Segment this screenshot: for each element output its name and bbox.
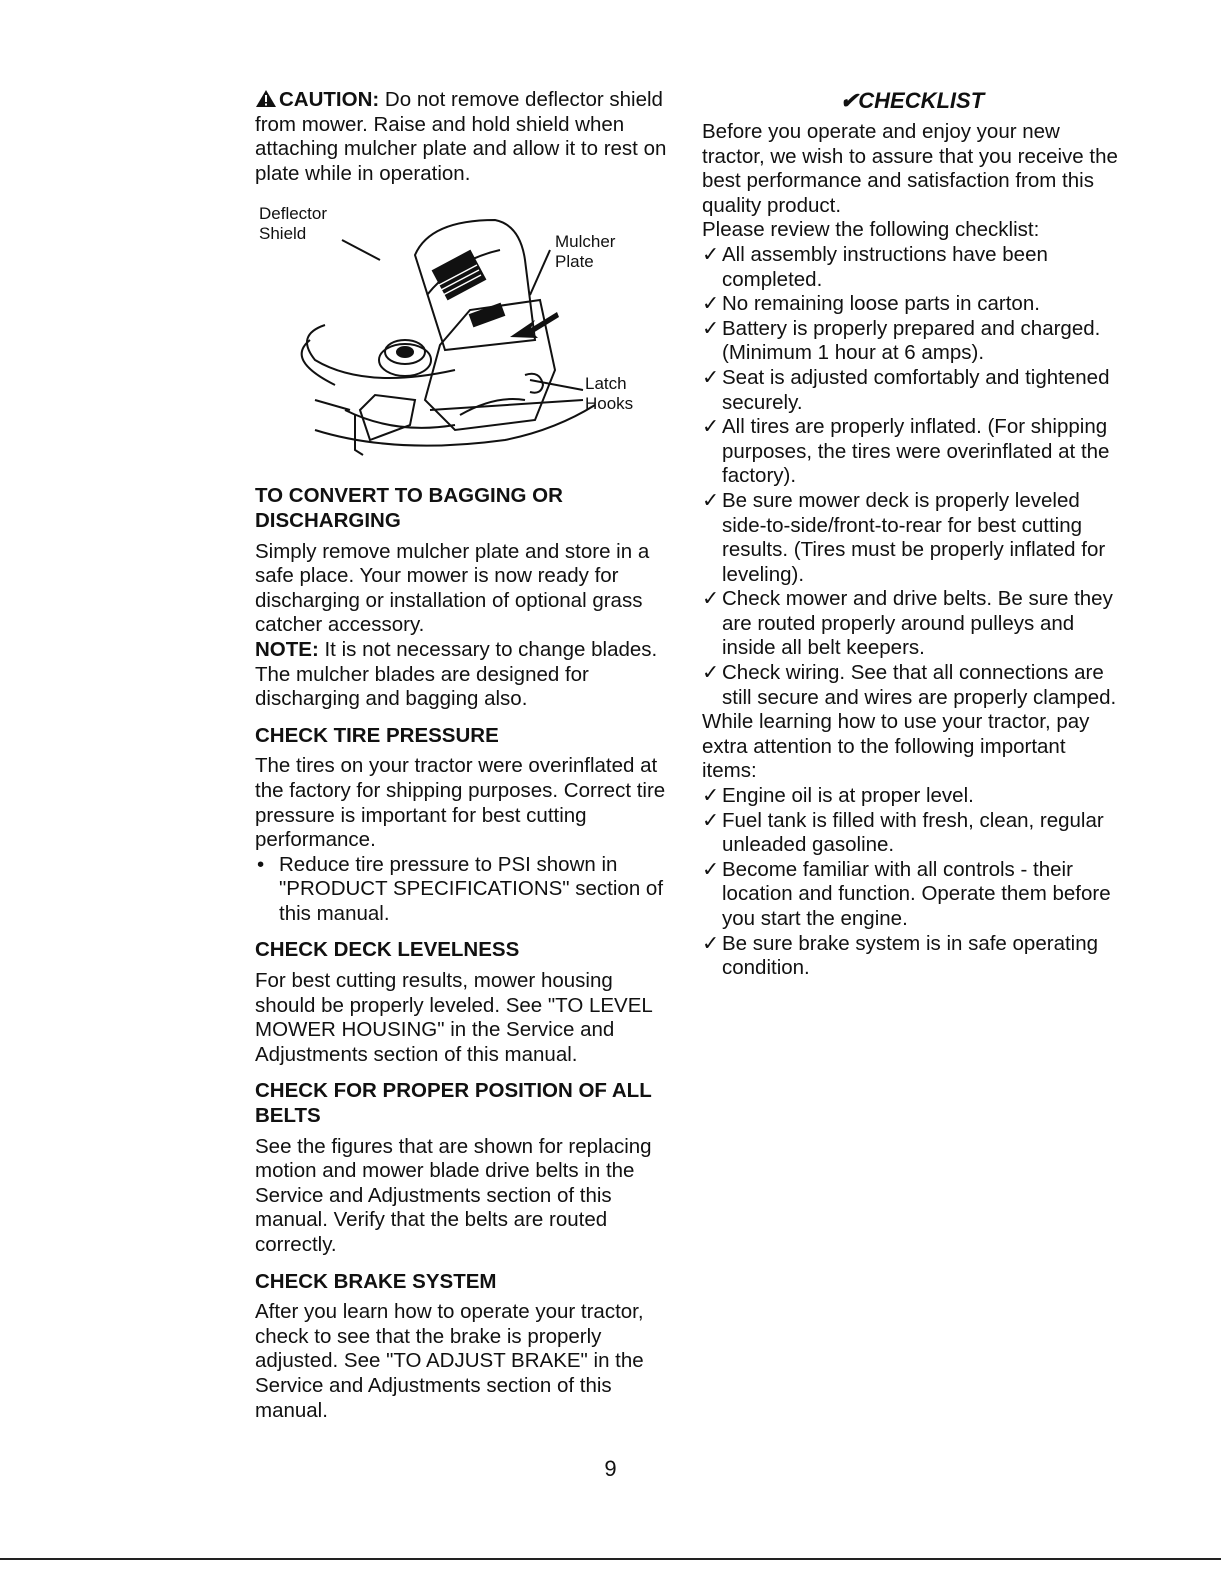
- deck-levelness-heading: CHECK DECK LEVELNESS: [255, 938, 520, 962]
- list-item: ✓ All tires are properly inflated. (For shipping purposes, the tires were overinflated at the factory).: [702, 415, 1110, 488]
- checkmark-icon: ✓: [702, 857, 720, 881]
- brake-heading: CHECK BRAKE SYSTEM: [255, 1269, 497, 1293]
- brake-text: After you learn how to operate your tractor, check to see that the brake is properly adjusted. See "TO ADJUST BRAKE" in the Service and Adjustments section of this manual.: [255, 1300, 644, 1422]
- belts-heading: CHECK FOR PROPER POSITION OF ALL BELTS: [255, 1079, 652, 1128]
- note-paragraph: [255, 638, 675, 712]
- list-item: ✓ Seat is adjusted comfortably and tightened securely.: [702, 365, 1110, 414]
- checkmark-icon: ✓: [702, 587, 720, 611]
- list-item: ✓ Check wiring. See that all connections are still secure and wires are properly clamped.: [702, 661, 1117, 709]
- page-number: 9: [604, 1456, 617, 1481]
- list-item: ✓ No remaining loose parts in carton.: [702, 292, 1040, 316]
- mulcher-figure: [255, 200, 675, 470]
- list-item: ✓ Fuel tank is filled with fresh, clean, regular unleaded gasoline.: [702, 808, 1104, 857]
- mulcher-plate-label: Mulcher Plate: [555, 232, 616, 272]
- checkmark-icon: ✓: [702, 661, 720, 685]
- learning-paragraph: While learning how to use your tractor, pay extra attention to the following important items:: [702, 710, 1090, 783]
- list-item: ✓ Be sure brake system is in safe operating condition.: [702, 931, 1099, 980]
- deck-levelness-text: For best cutting results, mower housing should be properly leveled. See "TO LEVEL MOWER HOUSING" in the Service and Adjustments section of this manual.: [255, 969, 653, 1066]
- note-label: NOTE:: [255, 637, 319, 661]
- checklist-review: Please review the following checklist:: [702, 218, 1040, 242]
- caution-label: CAUTION:: [279, 88, 380, 111]
- checklist-group-2: [702, 784, 1122, 981]
- belts-text: See the figures that are shown for replacing motion and mower blade drive belts in the Service and Adjustments section of this manual. Verify that the belts are routed correctly.: [255, 1134, 652, 1256]
- deflector-shield-label: Deflector Shield: [259, 204, 328, 244]
- list-item: ✓ Engine oil is at proper level.: [702, 784, 974, 808]
- note-text: It is not necessary to change blades. The mulcher blades are designed for discharging and bagging also.: [255, 637, 658, 711]
- checklist-title: ✔CHECKLIST: [839, 88, 985, 113]
- list-item: ✓ Battery is properly prepared and charged.(Minimum 1 hour at 6 amps).: [702, 316, 1101, 365]
- convert-heading: TO CONVERT TO BAGGING OR DISCHARGING: [255, 484, 563, 532]
- checkmark-icon: ✓: [702, 808, 720, 832]
- checkmark-icon: ✓: [702, 931, 720, 955]
- tire-pressure-bullet: [255, 853, 675, 927]
- checkmark-icon: ✓: [702, 415, 720, 439]
- caution-text: Do not remove deflector shield from mower. Raise and hold shield when attaching mulcher plate and allow it to rest on plate while in operation.: [255, 88, 667, 185]
- list-item: ✓ Be sure mower deck is properly leveled side-to-side/front-to-rear for best cutting results. (Tires must be properly inflated for leveling).: [702, 488, 1106, 586]
- convert-text: Simply remove mulcher plate and store in a safe place. Your mower is now ready for discharging or installation of optional grass catcher accessory.: [255, 539, 650, 637]
- checkmark-icon: ✓: [702, 365, 720, 389]
- caution-paragraph: [255, 88, 675, 186]
- checklist-intro: Before you operate and enjoy your new tractor, we wish to assure that you receive the best performance and satisfaction from this quality product.: [702, 120, 1118, 217]
- checkmark-icon: ✓: [702, 316, 720, 340]
- left-column: [255, 88, 675, 1423]
- list-item: ✓ All assembly instructions have been completed.: [702, 242, 1048, 291]
- bullet-text: Reduce tire pressure to PSI shown in "PRODUCT SPECIFICATIONS" section of this manual.: [279, 852, 664, 925]
- latch-hooks-label: Latch Hooks: [585, 374, 634, 414]
- list-item: ✓ Check mower and drive belts. Be sure they are routed properly around pulleys and inside all belt keepers.: [702, 587, 1113, 660]
- checkmark-icon: ✓: [702, 784, 720, 808]
- list-item: ✓ Become familiar with all controls - their location and function. Operate them before you start the engine.: [702, 857, 1111, 930]
- checkmark-icon: ✓: [702, 242, 720, 266]
- checkmark-icon: ✓: [702, 488, 720, 512]
- checklist-group-1: [702, 243, 1122, 710]
- warning-triangle-icon: [255, 89, 277, 108]
- tire-pressure-text: The tires on your tractor were overinflated at the factory for shipping purposes. Correct tire pressure is important for best cutting performance.: [255, 754, 666, 852]
- right-column: [702, 88, 1122, 981]
- footer-rule: [0, 1558, 1221, 1560]
- checkmark-icon: ✓: [702, 292, 720, 316]
- tire-pressure-heading: CHECK TIRE PRESSURE: [255, 723, 499, 747]
- bullet-icon: •: [257, 852, 265, 876]
